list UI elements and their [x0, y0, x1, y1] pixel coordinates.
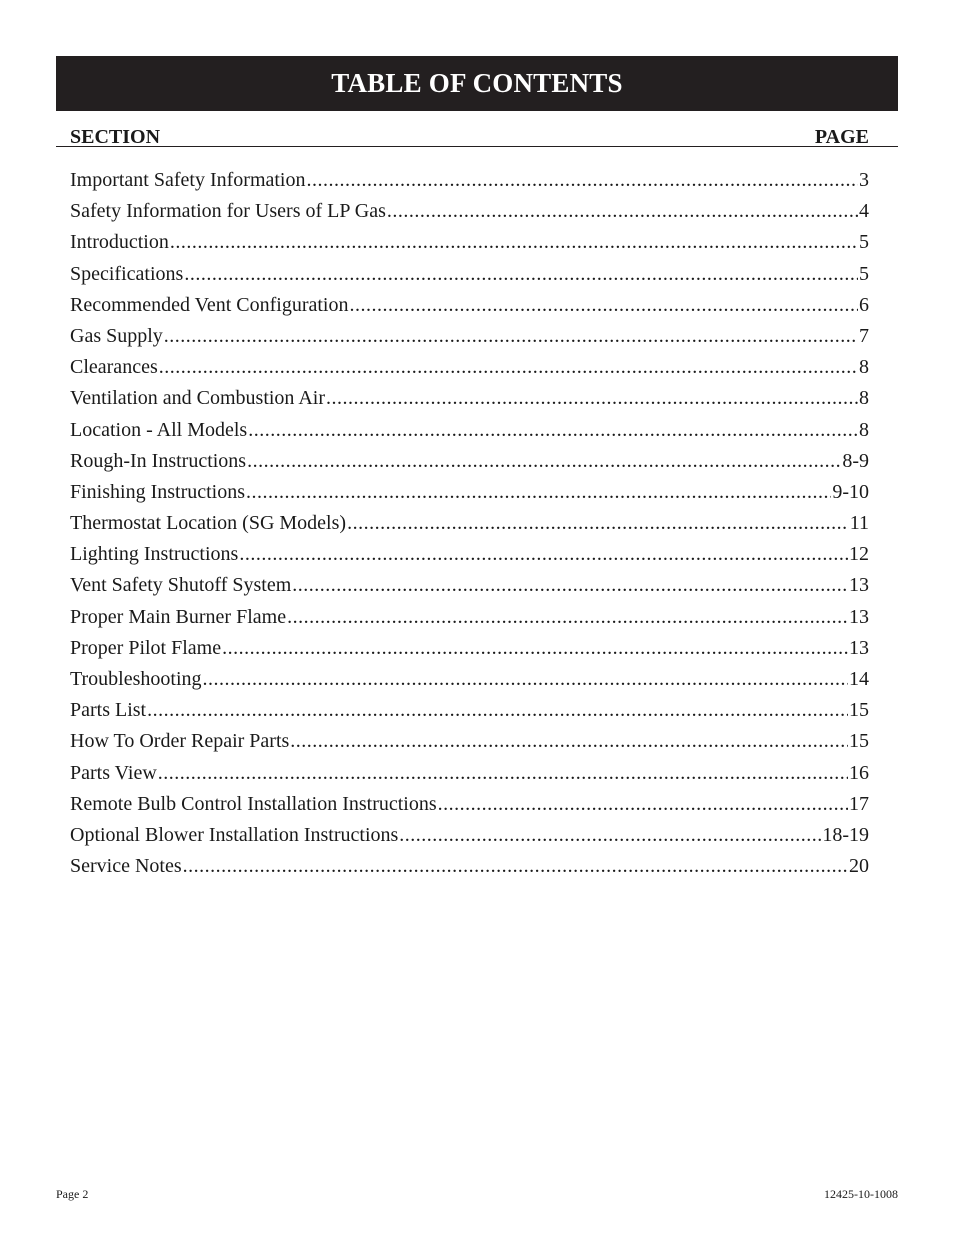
toc-entry[interactable]	[70, 633, 869, 664]
toc-entry[interactable]	[70, 695, 869, 726]
toc-entry-label: Safety Information for Users of LP Gas	[70, 200, 386, 223]
dot-leader	[287, 602, 848, 633]
toc-entry-label: Rough-In Instructions	[70, 449, 247, 472]
toc-entry-page: 14	[849, 668, 869, 690]
dot-leader	[326, 383, 858, 414]
toc-entry-page: 8	[859, 356, 869, 379]
toc-entry-page: 13	[849, 574, 869, 597]
toc-entry[interactable]	[70, 664, 869, 695]
toc-entry-page: 8-9	[842, 449, 869, 472]
toc-entry-page: 13	[849, 636, 869, 659]
toc-entry[interactable]	[70, 477, 869, 508]
toc-entry-page: 8	[859, 418, 869, 441]
toc-entry-page: 16	[849, 761, 869, 784]
toc-entry-label: Finishing Instructions	[70, 480, 246, 503]
dot-leader	[184, 259, 858, 290]
dot-leader	[158, 758, 848, 789]
toc-entry-page: 15	[849, 699, 869, 722]
toc-entry-label: How To Order Repair Parts	[70, 730, 290, 753]
toc-entry-page: 9-10	[832, 480, 869, 503]
dot-leader	[438, 789, 848, 820]
toc-entry-page: 15	[849, 730, 869, 753]
toc-entry-page: 8	[859, 387, 869, 410]
dot-leader	[239, 539, 848, 570]
dot-leader	[387, 196, 858, 227]
toc-entry-label: Ventilation and Combustion Air	[70, 387, 325, 410]
toc-entry[interactable]	[70, 415, 869, 446]
toc-entry[interactable]	[70, 726, 869, 757]
toc-entry-label: Parts List	[70, 699, 147, 722]
toc-entry-page: 13	[849, 605, 869, 628]
toc-entry-page: 20	[849, 855, 869, 878]
toc-entry-page: 4	[859, 200, 869, 223]
toc-entry-label: Clearances	[70, 356, 158, 379]
dot-leader	[307, 165, 859, 196]
toc-entry-label: Introduction	[70, 231, 169, 254]
toc-entry-label: Troubleshooting	[70, 668, 202, 690]
page-column-heading: PAGE	[814, 126, 869, 148]
toc-entry[interactable]	[70, 602, 869, 633]
column-header	[56, 124, 898, 147]
dot-leader	[170, 227, 858, 258]
toc-entry-page: 5	[859, 262, 869, 285]
dot-leader	[164, 321, 858, 352]
toc-entry[interactable]	[70, 446, 869, 477]
toc-entry-label: Lighting Instructions	[70, 543, 239, 566]
toc-entry[interactable]	[70, 758, 869, 789]
toc-entry-label: Thermostat Location (SG Models)	[70, 512, 347, 535]
toc-entry[interactable]	[70, 290, 869, 321]
toc-entry-page: 5	[859, 231, 869, 254]
toc-entry-page: 6	[859, 293, 869, 316]
toc-entry[interactable]	[70, 165, 869, 196]
toc-entry[interactable]	[70, 508, 869, 539]
toc-entry[interactable]	[70, 259, 869, 290]
toc-entry-page: 17	[849, 792, 869, 815]
toc-entry-label: Remote Bulb Control Installation Instructions	[70, 792, 437, 815]
footer-doc-number: 12425-10-1008	[824, 1187, 898, 1201]
toc-entry[interactable]	[70, 851, 869, 882]
toc-entry[interactable]	[70, 321, 869, 352]
toc-entry-label: Location - All Models	[70, 418, 248, 441]
toc-entry-label: Parts View	[70, 761, 157, 784]
toc-entry-label: Gas Supply	[70, 324, 163, 347]
title-bar	[56, 56, 898, 111]
toc-list	[70, 165, 869, 882]
toc-entry-label: Optional Blower Installation Instructions	[70, 823, 399, 846]
toc-entry[interactable]	[70, 539, 869, 570]
section-column-heading: SECTION	[70, 126, 161, 148]
dot-leader	[349, 290, 858, 321]
toc-entry-page: 3	[859, 169, 869, 191]
dot-leader	[290, 726, 848, 757]
toc-entry-page: 7	[859, 324, 869, 347]
toc-entry[interactable]	[70, 196, 869, 227]
toc-entry[interactable]	[70, 789, 869, 820]
footer-page-number: Page 2	[56, 1187, 89, 1201]
toc-entry-label: Vent Safety Shutoff System	[70, 574, 292, 597]
dot-leader	[203, 664, 848, 695]
toc-entry-label: Proper Main Burner Flame	[70, 605, 287, 628]
toc-entry-page: 11	[849, 512, 869, 535]
toc-entry-page: 18-19	[822, 823, 869, 846]
toc-entry[interactable]	[70, 227, 869, 258]
toc-entry[interactable]	[70, 383, 869, 414]
dot-leader	[292, 570, 848, 601]
dot-leader	[159, 352, 858, 383]
toc-entry-label: Recommended Vent Configuration	[70, 293, 349, 316]
dot-leader	[246, 477, 831, 508]
page-title: TABLE OF CONTENTS	[331, 68, 623, 98]
toc-entry[interactable]	[70, 820, 869, 851]
dot-leader	[147, 695, 848, 726]
dot-leader	[399, 820, 821, 851]
dot-leader	[222, 633, 848, 664]
toc-entry-label: Proper Pilot Flame	[70, 636, 222, 659]
toc-entry[interactable]	[70, 352, 869, 383]
dot-leader	[183, 851, 848, 882]
toc-entry[interactable]	[70, 570, 869, 601]
toc-entry-label: Specifications	[70, 262, 184, 285]
toc-entry-label: Important Safety Information	[70, 169, 306, 191]
toc-entry-label: Service Notes	[70, 855, 182, 878]
dot-leader	[247, 446, 841, 477]
toc-entry-page: 12	[849, 543, 869, 566]
dot-leader	[248, 415, 858, 446]
dot-leader	[347, 508, 849, 539]
